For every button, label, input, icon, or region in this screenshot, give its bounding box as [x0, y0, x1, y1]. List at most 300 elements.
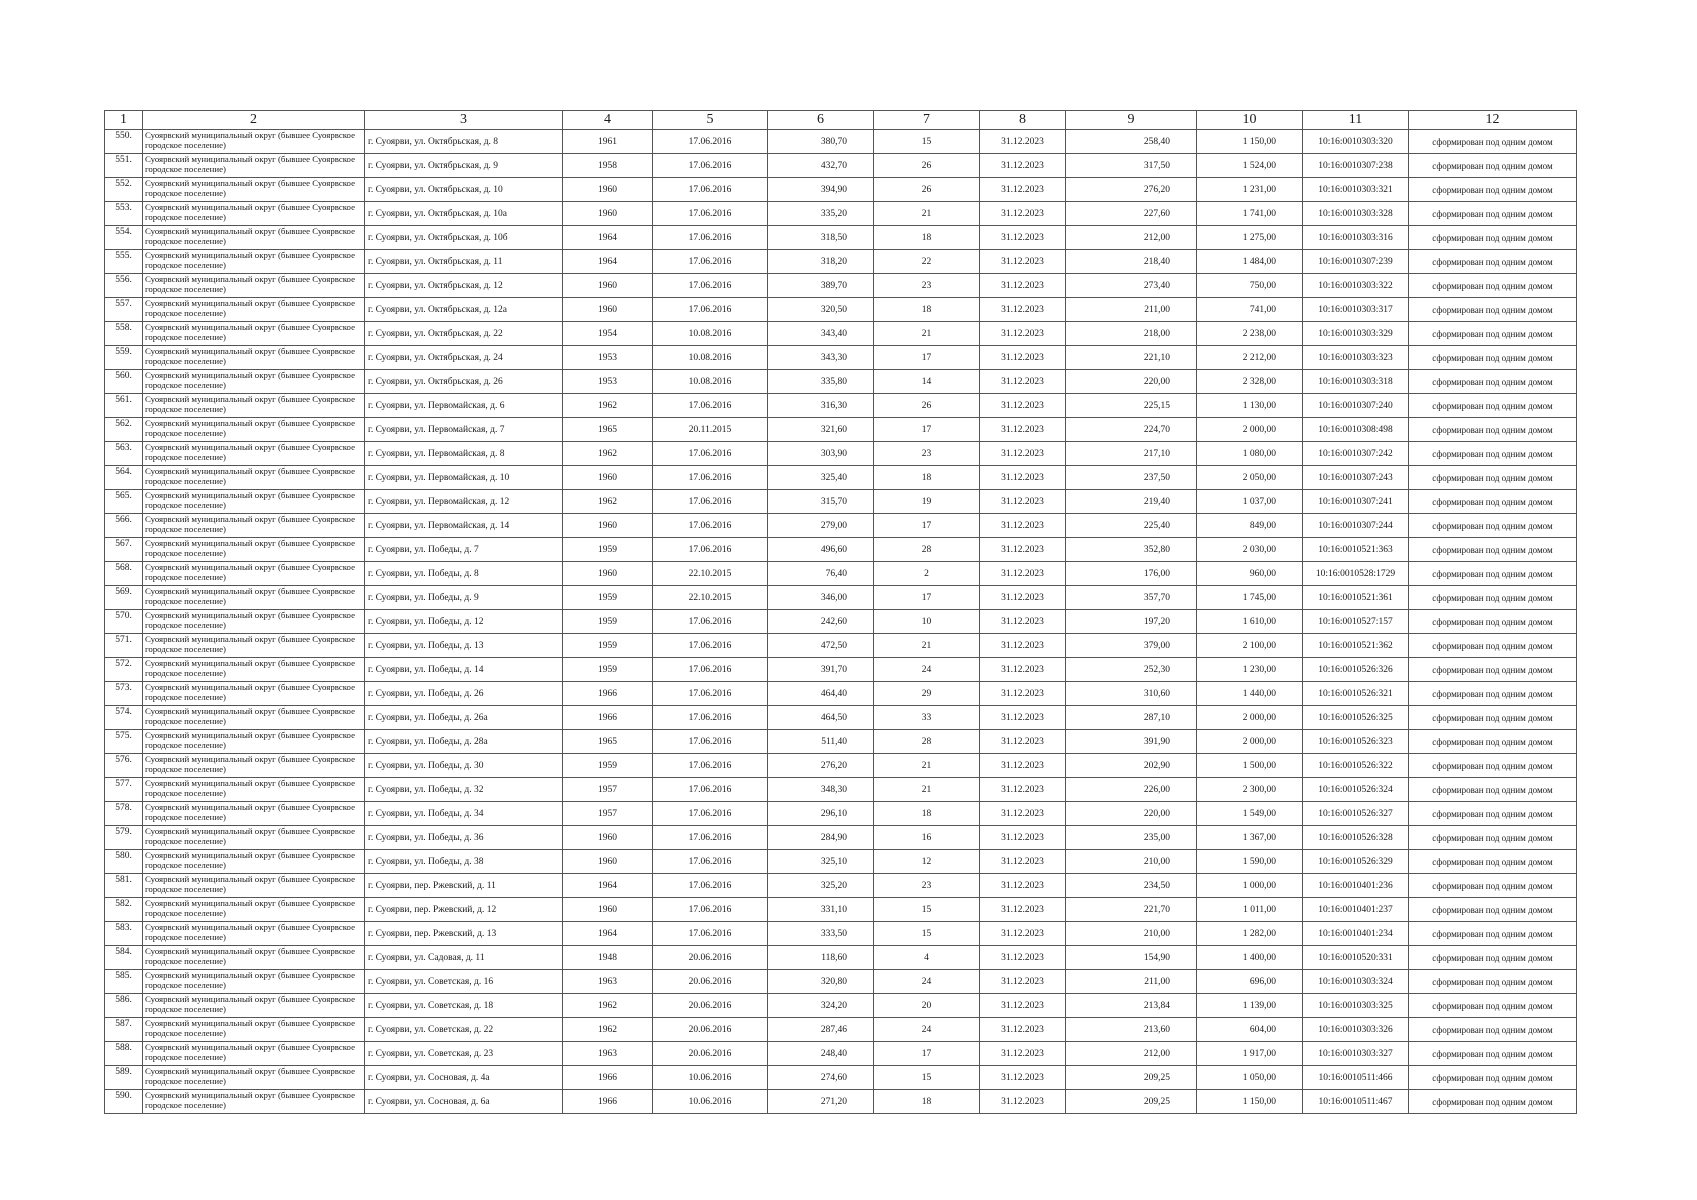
- land-area-cell: 2 000,00: [1197, 706, 1303, 730]
- municipality-cell: Суоярвский муниципальный округ (бывшее Суоярвское городское поселение): [143, 538, 365, 562]
- status-cell: сформирован под одним домом: [1409, 346, 1577, 370]
- year-cell: 1953: [563, 346, 653, 370]
- count-cell: 17: [874, 586, 980, 610]
- area-cell: 316,30: [768, 394, 874, 418]
- land-area-cell: 2 212,00: [1197, 346, 1303, 370]
- area-cell: 274,60: [768, 1066, 874, 1090]
- table-row: [105, 298, 1577, 322]
- area2-cell: 357,70: [1066, 586, 1197, 610]
- count-cell: 26: [874, 394, 980, 418]
- address-cell: г. Суоярви, ул. Советская, д. 22: [365, 1018, 563, 1042]
- count-cell: 14: [874, 370, 980, 394]
- date-cell: 17.06.2016: [653, 538, 768, 562]
- table-row: [105, 394, 1577, 418]
- row-number: 557.: [105, 298, 143, 322]
- table-header-row: [105, 111, 1577, 130]
- status-cell: сформирован под одним домом: [1409, 754, 1577, 778]
- row-number: 566.: [105, 514, 143, 538]
- row-number: 559.: [105, 346, 143, 370]
- area2-cell: 310,60: [1066, 682, 1197, 706]
- municipality-cell: Суоярвский муниципальный округ (бывшее Суоярвское городское поселение): [143, 130, 365, 154]
- status-cell: сформирован под одним домом: [1409, 1018, 1577, 1042]
- area2-cell: 202,90: [1066, 754, 1197, 778]
- land-area-cell: 1 500,00: [1197, 754, 1303, 778]
- municipality-cell: Суоярвский муниципальный округ (бывшее Суоярвское городское поселение): [143, 922, 365, 946]
- deadline-cell: 31.12.2023: [980, 322, 1066, 346]
- area2-cell: 197,20: [1066, 610, 1197, 634]
- deadline-cell: 31.12.2023: [980, 226, 1066, 250]
- address-cell: г. Суоярви, ул. Октябрьская, д. 12а: [365, 298, 563, 322]
- municipality-cell: Суоярвский муниципальный округ (бывшее Суоярвское городское поселение): [143, 514, 365, 538]
- status-cell: сформирован под одним домом: [1409, 442, 1577, 466]
- address-cell: г. Суоярви, ул. Октябрьская, д. 24: [365, 346, 563, 370]
- land-area-cell: 1 549,00: [1197, 802, 1303, 826]
- area2-cell: 225,40: [1066, 514, 1197, 538]
- cadastral-number-cell: 10:16:0010526:328: [1303, 826, 1409, 850]
- column-header-year: 4: [563, 111, 653, 130]
- area2-cell: 224,70: [1066, 418, 1197, 442]
- date-cell: 17.06.2016: [653, 298, 768, 322]
- municipality-cell: Суоярвский муниципальный округ (бывшее Суоярвское городское поселение): [143, 682, 365, 706]
- address-cell: г. Суоярви, ул. Октябрьская, д. 26: [365, 370, 563, 394]
- area-cell: 324,20: [768, 994, 874, 1018]
- cadastral-number-cell: 10:16:0010308:498: [1303, 418, 1409, 442]
- count-cell: 18: [874, 226, 980, 250]
- count-cell: 21: [874, 634, 980, 658]
- address-cell: г. Суоярви, ул. Октябрьская, д. 11: [365, 250, 563, 274]
- count-cell: 21: [874, 778, 980, 802]
- area2-cell: 273,40: [1066, 274, 1197, 298]
- year-cell: 1962: [563, 1018, 653, 1042]
- table-row: [105, 370, 1577, 394]
- municipality-cell: Суоярвский муниципальный округ (бывшее Суоярвское городское поселение): [143, 874, 365, 898]
- deadline-cell: 31.12.2023: [980, 538, 1066, 562]
- year-cell: 1961: [563, 130, 653, 154]
- municipality-cell: Суоярвский муниципальный округ (бывшее Суоярвское городское поселение): [143, 754, 365, 778]
- land-area-cell: 604,00: [1197, 1018, 1303, 1042]
- cadastral-number-cell: 10:16:0010521:362: [1303, 634, 1409, 658]
- municipality-cell: Суоярвский муниципальный округ (бывшее Суоярвское городское поселение): [143, 154, 365, 178]
- table-row: [105, 946, 1577, 970]
- table-row: [105, 706, 1577, 730]
- cadastral-number-cell: 10:16:0010307:240: [1303, 394, 1409, 418]
- deadline-cell: 31.12.2023: [980, 1018, 1066, 1042]
- table-row: [105, 466, 1577, 490]
- count-cell: 18: [874, 1090, 980, 1114]
- area2-cell: 219,40: [1066, 490, 1197, 514]
- column-header-municipality: 2: [143, 111, 365, 130]
- row-number: 565.: [105, 490, 143, 514]
- status-cell: сформирован под одним домом: [1409, 826, 1577, 850]
- land-area-cell: 1 080,00: [1197, 442, 1303, 466]
- address-cell: г. Суоярви, ул. Победы, д. 26: [365, 682, 563, 706]
- area2-cell: 258,40: [1066, 130, 1197, 154]
- municipality-cell: Суоярвский муниципальный округ (бывшее Суоярвское городское поселение): [143, 802, 365, 826]
- deadline-cell: 31.12.2023: [980, 130, 1066, 154]
- date-cell: 17.06.2016: [653, 442, 768, 466]
- cadastral-number-cell: 10:16:0010303:328: [1303, 202, 1409, 226]
- row-number: 586.: [105, 994, 143, 1018]
- row-number: 575.: [105, 730, 143, 754]
- address-cell: г. Суоярви, ул. Октябрьская, д. 10: [365, 178, 563, 202]
- status-cell: сформирован под одним домом: [1409, 298, 1577, 322]
- cadastral-number-cell: 10:16:0010307:244: [1303, 514, 1409, 538]
- area2-cell: 235,00: [1066, 826, 1197, 850]
- row-number: 567.: [105, 538, 143, 562]
- municipality-cell: Суоярвский муниципальный округ (бывшее Суоярвское городское поселение): [143, 586, 365, 610]
- area-cell: 320,50: [768, 298, 874, 322]
- land-area-cell: 1 011,00: [1197, 898, 1303, 922]
- table-row: [105, 178, 1577, 202]
- deadline-cell: 31.12.2023: [980, 586, 1066, 610]
- table-row: [105, 1066, 1577, 1090]
- area2-cell: 221,70: [1066, 898, 1197, 922]
- deadline-cell: 31.12.2023: [980, 874, 1066, 898]
- count-cell: 15: [874, 922, 980, 946]
- area-cell: 432,70: [768, 154, 874, 178]
- deadline-cell: 31.12.2023: [980, 754, 1066, 778]
- year-cell: 1960: [563, 826, 653, 850]
- municipality-cell: Суоярвский муниципальный округ (бывшее Суоярвское городское поселение): [143, 826, 365, 850]
- cadastral-number-cell: 10:16:0010526:321: [1303, 682, 1409, 706]
- address-cell: г. Суоярви, ул. Сосновая, д. 4а: [365, 1066, 563, 1090]
- year-cell: 1953: [563, 370, 653, 394]
- cadastral-number-cell: 10:16:0010521:363: [1303, 538, 1409, 562]
- area2-cell: 176,00: [1066, 562, 1197, 586]
- count-cell: 18: [874, 298, 980, 322]
- date-cell: 20.11.2015: [653, 418, 768, 442]
- deadline-cell: 31.12.2023: [980, 658, 1066, 682]
- address-cell: г. Суоярви, ул. Победы, д. 7: [365, 538, 563, 562]
- cadastral-number-cell: 10:16:0010303:316: [1303, 226, 1409, 250]
- deadline-cell: 31.12.2023: [980, 298, 1066, 322]
- count-cell: 19: [874, 490, 980, 514]
- area-cell: 380,70: [768, 130, 874, 154]
- row-number: 590.: [105, 1090, 143, 1114]
- deadline-cell: 31.12.2023: [980, 370, 1066, 394]
- municipality-cell: Суоярвский муниципальный округ (бывшее Суоярвское городское поселение): [143, 706, 365, 730]
- area2-cell: 212,00: [1066, 1042, 1197, 1066]
- area-cell: 331,10: [768, 898, 874, 922]
- area2-cell: 220,00: [1066, 370, 1197, 394]
- municipality-cell: Суоярвский муниципальный округ (бывшее Суоярвское городское поселение): [143, 994, 365, 1018]
- date-cell: 17.06.2016: [653, 274, 768, 298]
- land-area-cell: 1 231,00: [1197, 178, 1303, 202]
- count-cell: 33: [874, 706, 980, 730]
- row-number: 572.: [105, 658, 143, 682]
- municipality-cell: Суоярвский муниципальный округ (бывшее Суоярвское городское поселение): [143, 658, 365, 682]
- deadline-cell: 31.12.2023: [980, 730, 1066, 754]
- area-cell: 325,40: [768, 466, 874, 490]
- count-cell: 18: [874, 802, 980, 826]
- row-number: 556.: [105, 274, 143, 298]
- row-number: 583.: [105, 922, 143, 946]
- area-cell: 333,50: [768, 922, 874, 946]
- year-cell: 1966: [563, 1066, 653, 1090]
- address-cell: г. Суоярви, ул. Сосновая, д. 6а: [365, 1090, 563, 1114]
- column-header-area: 6: [768, 111, 874, 130]
- year-cell: 1957: [563, 778, 653, 802]
- year-cell: 1962: [563, 394, 653, 418]
- municipality-cell: Суоярвский муниципальный округ (бывшее Суоярвское городское поселение): [143, 1066, 365, 1090]
- address-cell: г. Суоярви, ул. Первомайская, д. 12: [365, 490, 563, 514]
- count-cell: 24: [874, 658, 980, 682]
- deadline-cell: 31.12.2023: [980, 178, 1066, 202]
- status-cell: сформирован под одним домом: [1409, 490, 1577, 514]
- cadastral-number-cell: 10:16:0010401:234: [1303, 922, 1409, 946]
- status-cell: сформирован под одним домом: [1409, 610, 1577, 634]
- municipality-cell: Суоярвский муниципальный округ (бывшее Суоярвское городское поселение): [143, 946, 365, 970]
- count-cell: 26: [874, 178, 980, 202]
- area2-cell: 213,84: [1066, 994, 1197, 1018]
- date-cell: 17.06.2016: [653, 178, 768, 202]
- year-cell: 1966: [563, 682, 653, 706]
- land-area-cell: 1 230,00: [1197, 658, 1303, 682]
- land-area-cell: 1 917,00: [1197, 1042, 1303, 1066]
- municipality-cell: Суоярвский муниципальный округ (бывшее Суоярвское городское поселение): [143, 418, 365, 442]
- cadastral-number-cell: 10:16:0010303:326: [1303, 1018, 1409, 1042]
- column-header-status: 12: [1409, 111, 1577, 130]
- date-cell: 22.10.2015: [653, 586, 768, 610]
- area2-cell: 217,10: [1066, 442, 1197, 466]
- area2-cell: 234,50: [1066, 874, 1197, 898]
- year-cell: 1966: [563, 706, 653, 730]
- address-cell: г. Суоярви, ул. Первомайская, д. 14: [365, 514, 563, 538]
- status-cell: сформирован под одним домом: [1409, 1090, 1577, 1114]
- area-cell: 464,50: [768, 706, 874, 730]
- municipality-cell: Суоярвский муниципальный округ (бывшее Суоярвское городское поселение): [143, 466, 365, 490]
- table-row: [105, 226, 1577, 250]
- year-cell: 1963: [563, 1042, 653, 1066]
- municipality-cell: Суоярвский муниципальный округ (бывшее Суоярвское городское поселение): [143, 730, 365, 754]
- cadastral-number-cell: 10:16:0010303:322: [1303, 274, 1409, 298]
- area-cell: 318,50: [768, 226, 874, 250]
- area-cell: 346,00: [768, 586, 874, 610]
- area-cell: 321,60: [768, 418, 874, 442]
- row-number: 580.: [105, 850, 143, 874]
- area-cell: 335,80: [768, 370, 874, 394]
- status-cell: сформирован под одним домом: [1409, 586, 1577, 610]
- area-cell: 325,10: [768, 850, 874, 874]
- land-area-cell: 1 484,00: [1197, 250, 1303, 274]
- municipality-cell: Суоярвский муниципальный округ (бывшее Суоярвское городское поселение): [143, 250, 365, 274]
- row-number: 550.: [105, 130, 143, 154]
- row-number: 558.: [105, 322, 143, 346]
- date-cell: 10.06.2016: [653, 1090, 768, 1114]
- date-cell: 17.06.2016: [653, 610, 768, 634]
- count-cell: 21: [874, 322, 980, 346]
- count-cell: 15: [874, 130, 980, 154]
- column-header-number: 1: [105, 111, 143, 130]
- deadline-cell: 31.12.2023: [980, 946, 1066, 970]
- date-cell: 17.06.2016: [653, 226, 768, 250]
- count-cell: 15: [874, 898, 980, 922]
- count-cell: 28: [874, 730, 980, 754]
- status-cell: сформирован под одним домом: [1409, 514, 1577, 538]
- year-cell: 1962: [563, 994, 653, 1018]
- table-row: [105, 802, 1577, 826]
- table-row: [105, 586, 1577, 610]
- area2-cell: 213,60: [1066, 1018, 1197, 1042]
- year-cell: 1959: [563, 754, 653, 778]
- date-cell: 20.06.2016: [653, 1018, 768, 1042]
- count-cell: 17: [874, 346, 980, 370]
- address-cell: г. Суоярви, ул. Победы, д. 32: [365, 778, 563, 802]
- status-cell: сформирован под одним домом: [1409, 394, 1577, 418]
- row-number: 588.: [105, 1042, 143, 1066]
- area-cell: 320,80: [768, 970, 874, 994]
- area2-cell: 225,15: [1066, 394, 1197, 418]
- address-cell: г. Суоярви, ул. Победы, д. 8: [365, 562, 563, 586]
- date-cell: 17.06.2016: [653, 154, 768, 178]
- area-cell: 276,20: [768, 754, 874, 778]
- area-cell: 394,90: [768, 178, 874, 202]
- deadline-cell: 31.12.2023: [980, 250, 1066, 274]
- address-cell: г. Суоярви, ул. Победы, д. 36: [365, 826, 563, 850]
- count-cell: 12: [874, 850, 980, 874]
- date-cell: 22.10.2015: [653, 562, 768, 586]
- status-cell: сформирован под одним домом: [1409, 946, 1577, 970]
- date-cell: 20.06.2016: [653, 994, 768, 1018]
- table-row: [105, 874, 1577, 898]
- land-area-cell: 2 000,00: [1197, 730, 1303, 754]
- municipality-cell: Суоярвский муниципальный округ (бывшее Суоярвское городское поселение): [143, 370, 365, 394]
- area2-cell: 218,00: [1066, 322, 1197, 346]
- date-cell: 17.06.2016: [653, 826, 768, 850]
- table-row: [105, 994, 1577, 1018]
- land-area-cell: 1 282,00: [1197, 922, 1303, 946]
- cadastral-number-cell: 10:16:0010303:320: [1303, 130, 1409, 154]
- count-cell: 23: [874, 874, 980, 898]
- cadastral-number-cell: 10:16:0010527:157: [1303, 610, 1409, 634]
- table-row: [105, 130, 1577, 154]
- cadastral-number-cell: 10:16:0010528:1729: [1303, 562, 1409, 586]
- area-cell: 315,70: [768, 490, 874, 514]
- land-area-cell: 1 150,00: [1197, 1090, 1303, 1114]
- date-cell: 17.06.2016: [653, 658, 768, 682]
- land-area-cell: 1 275,00: [1197, 226, 1303, 250]
- row-number: 554.: [105, 226, 143, 250]
- area-cell: 389,70: [768, 274, 874, 298]
- cadastral-number-cell: 10:16:0010307:238: [1303, 154, 1409, 178]
- municipality-cell: Суоярвский муниципальный округ (бывшее Суоярвское городское поселение): [143, 490, 365, 514]
- land-area-cell: 1 000,00: [1197, 874, 1303, 898]
- date-cell: 17.06.2016: [653, 730, 768, 754]
- address-cell: г. Суоярви, ул. Победы, д. 28а: [365, 730, 563, 754]
- count-cell: 10: [874, 610, 980, 634]
- land-area-cell: 1 139,00: [1197, 994, 1303, 1018]
- cadastral-number-cell: 10:16:0010526:325: [1303, 706, 1409, 730]
- address-cell: г. Суоярви, ул. Первомайская, д. 8: [365, 442, 563, 466]
- deadline-cell: 31.12.2023: [980, 970, 1066, 994]
- address-cell: г. Суоярви, ул. Первомайская, д. 6: [365, 394, 563, 418]
- status-cell: сформирован под одним домом: [1409, 418, 1577, 442]
- address-cell: г. Суоярви, ул. Садовая, д. 11: [365, 946, 563, 970]
- area2-cell: 237,50: [1066, 466, 1197, 490]
- address-cell: г. Суоярви, ул. Победы, д. 13: [365, 634, 563, 658]
- address-cell: г. Суоярви, ул. Октябрьская, д. 10б: [365, 226, 563, 250]
- municipality-cell: Суоярвский муниципальный округ (бывшее Суоярвское городское поселение): [143, 634, 365, 658]
- area-cell: 335,20: [768, 202, 874, 226]
- address-cell: г. Суоярви, ул. Победы, д. 12: [365, 610, 563, 634]
- year-cell: 1960: [563, 466, 653, 490]
- area-cell: 118,60: [768, 946, 874, 970]
- area-cell: 348,30: [768, 778, 874, 802]
- deadline-cell: 31.12.2023: [980, 154, 1066, 178]
- deadline-cell: 31.12.2023: [980, 346, 1066, 370]
- area2-cell: 221,10: [1066, 346, 1197, 370]
- deadline-cell: 31.12.2023: [980, 610, 1066, 634]
- status-cell: сформирован под одним домом: [1409, 922, 1577, 946]
- count-cell: 18: [874, 466, 980, 490]
- table-row: [105, 274, 1577, 298]
- status-cell: сформирован под одним домом: [1409, 370, 1577, 394]
- status-cell: сформирован под одним домом: [1409, 682, 1577, 706]
- year-cell: 1960: [563, 202, 653, 226]
- address-cell: г. Суоярви, ул. Октябрьская, д. 9: [365, 154, 563, 178]
- column-header-address: 3: [365, 111, 563, 130]
- column-header-count: 7: [874, 111, 980, 130]
- status-cell: сформирован под одним домом: [1409, 898, 1577, 922]
- status-cell: сформирован под одним домом: [1409, 850, 1577, 874]
- table-row: [105, 778, 1577, 802]
- date-cell: 17.06.2016: [653, 874, 768, 898]
- address-cell: г. Суоярви, пер. Ржевский, д. 11: [365, 874, 563, 898]
- column-header-area2: 9: [1066, 111, 1197, 130]
- area-cell: 76,40: [768, 562, 874, 586]
- count-cell: 26: [874, 154, 980, 178]
- status-cell: сформирован под одним домом: [1409, 562, 1577, 586]
- table-row: [105, 490, 1577, 514]
- row-number: 555.: [105, 250, 143, 274]
- address-cell: г. Суоярви, ул. Октябрьская, д. 10а: [365, 202, 563, 226]
- cadastral-number-cell: 10:16:0010526:322: [1303, 754, 1409, 778]
- date-cell: 20.06.2016: [653, 970, 768, 994]
- date-cell: 10.08.2016: [653, 370, 768, 394]
- area-cell: 271,20: [768, 1090, 874, 1114]
- column-header-date: 5: [653, 111, 768, 130]
- status-cell: сформирован под одним домом: [1409, 538, 1577, 562]
- area2-cell: 212,00: [1066, 226, 1197, 250]
- table-row: [105, 634, 1577, 658]
- municipality-cell: Суоярвский муниципальный округ (бывшее Суоярвское городское поселение): [143, 898, 365, 922]
- row-number: 553.: [105, 202, 143, 226]
- area2-cell: 211,00: [1066, 298, 1197, 322]
- year-cell: 1960: [563, 898, 653, 922]
- area2-cell: 154,90: [1066, 946, 1197, 970]
- municipality-cell: Суоярвский муниципальный округ (бывшее Суоярвское городское поселение): [143, 970, 365, 994]
- status-cell: сформирован под одним домом: [1409, 778, 1577, 802]
- row-number: 564.: [105, 466, 143, 490]
- date-cell: 17.06.2016: [653, 202, 768, 226]
- date-cell: 20.06.2016: [653, 1042, 768, 1066]
- address-cell: г. Суоярви, ул. Октябрьская, д. 22: [365, 322, 563, 346]
- area-cell: 303,90: [768, 442, 874, 466]
- date-cell: 17.06.2016: [653, 802, 768, 826]
- year-cell: 1959: [563, 586, 653, 610]
- column-header-cadastral: 11: [1303, 111, 1409, 130]
- status-cell: сформирован под одним домом: [1409, 634, 1577, 658]
- status-cell: сформирован под одним домом: [1409, 154, 1577, 178]
- year-cell: 1959: [563, 658, 653, 682]
- address-cell: г. Суоярви, ул. Октябрьская, д. 8: [365, 130, 563, 154]
- area2-cell: 252,30: [1066, 658, 1197, 682]
- status-cell: сформирован под одним домом: [1409, 322, 1577, 346]
- municipality-cell: Суоярвский муниципальный округ (бывшее Суоярвское городское поселение): [143, 442, 365, 466]
- status-cell: сформирован под одним домом: [1409, 970, 1577, 994]
- cadastral-number-cell: 10:16:0010526:323: [1303, 730, 1409, 754]
- table-row: [105, 730, 1577, 754]
